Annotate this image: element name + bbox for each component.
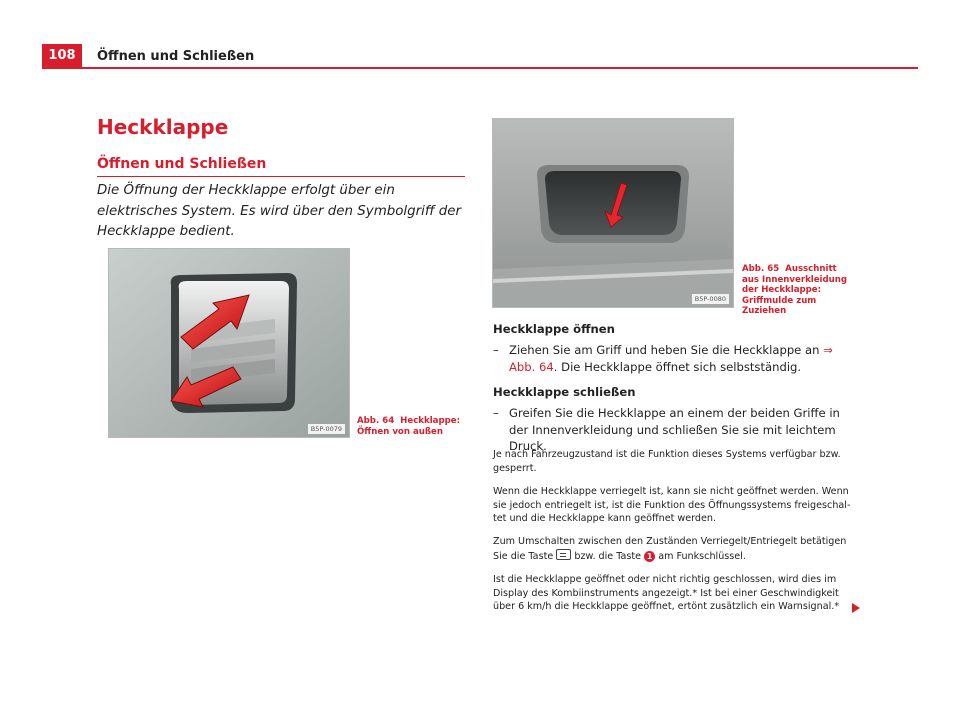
figure-65-label: Abb. 65 <box>742 264 780 274</box>
step-open-text-end: . Die Heckklappe öffnet sich selbstständig. <box>553 359 802 374</box>
key-number-badge: 1 <box>644 551 655 562</box>
figure-64-label: Abb. 64 <box>357 416 395 426</box>
figure-65-caption-text: Ausschnitt aus Innenverkleidung der Heckklappe: Griffmulde zum Zuziehen <box>742 264 848 317</box>
toggle-text-3: am Funkschlüssel. <box>658 550 746 562</box>
page-number: 108 <box>42 44 82 68</box>
tailgate-inner-grip-illustration <box>493 119 733 307</box>
step-open-dash: – <box>493 343 499 357</box>
intro-text: Die Öffnung der Heckklappe erfolgt über ein elektrisches System. Es wird über den Symbolgriff der Heckklappe bedient. <box>97 183 462 239</box>
figure-64-caption <box>357 416 467 437</box>
step-close-dash: – <box>493 406 499 420</box>
subtitle-rule <box>97 176 465 177</box>
tailgate-handle-outside-illustration <box>109 249 349 437</box>
paragraph-toggle-lock <box>493 535 856 563</box>
heading-open: Heckklappe öffnen <box>493 322 615 336</box>
figure-65-code: B5P-0080 <box>692 294 729 304</box>
paragraph-availability: Je nach Fahrzeugzustand ist die Funktion dieses Systems verfügbar bzw. gesperrt. <box>493 449 841 474</box>
section-title: Heckklappe <box>97 115 229 139</box>
step-open-text: Ziehen Sie am Griff und heben Sie die Heckklappe an <box>509 343 820 357</box>
figure-64-image <box>108 248 350 438</box>
figure-64-link[interactable]: ⇒ Abb. 64 <box>509 343 833 374</box>
figure-64-code: B5P-0079 <box>308 424 345 434</box>
trunk-key-icon <box>556 549 571 560</box>
next-page-arrow-icon <box>852 603 860 613</box>
heading-close: Heckklappe schließen <box>493 385 636 399</box>
figure-64-caption-text: Heckklappe: Öffnen von außen <box>357 416 461 437</box>
running-header-title: Öffnen und Schließen <box>97 49 255 64</box>
figure-65-caption <box>742 264 852 317</box>
step-open <box>493 342 856 375</box>
paragraph-locked-state: Wenn die Heckklappe verriegelt ist, kann sie nicht geöffnet werden. Wenn sie jedoch entriegelt ist, ist die Funktion des Öffnungssystems freigeschaltet und die Heckklappe kann geöffnet werden. <box>493 486 851 524</box>
header-rule <box>42 67 918 69</box>
figure-65-image <box>492 118 734 308</box>
paragraph-display-warning: Ist die Heckklappe geöffnet oder nicht richtig geschlossen, wird dies im Display des Kombiinstruments angezeigt.* Ist bei einer Geschwindigkeit über 6 km/h die Heckklappe geöffnet, ertönt zusätzlich ein Warnsignal.* <box>493 574 840 612</box>
section-subtitle: Öffnen und Schließen <box>97 156 267 172</box>
toggle-text-2: bzw. die Taste <box>574 550 642 562</box>
step-close-text: Greifen Sie die Heckklappe an einem der beiden Griffe in der Innenverkleidung und schließen Sie sie mit leichtem Druck. <box>509 406 840 453</box>
toggle-text-1: Zum Umschalten zwischen den Zuständen Verriegelt/Entriegelt betätigen Sie die Taste <box>493 536 847 562</box>
